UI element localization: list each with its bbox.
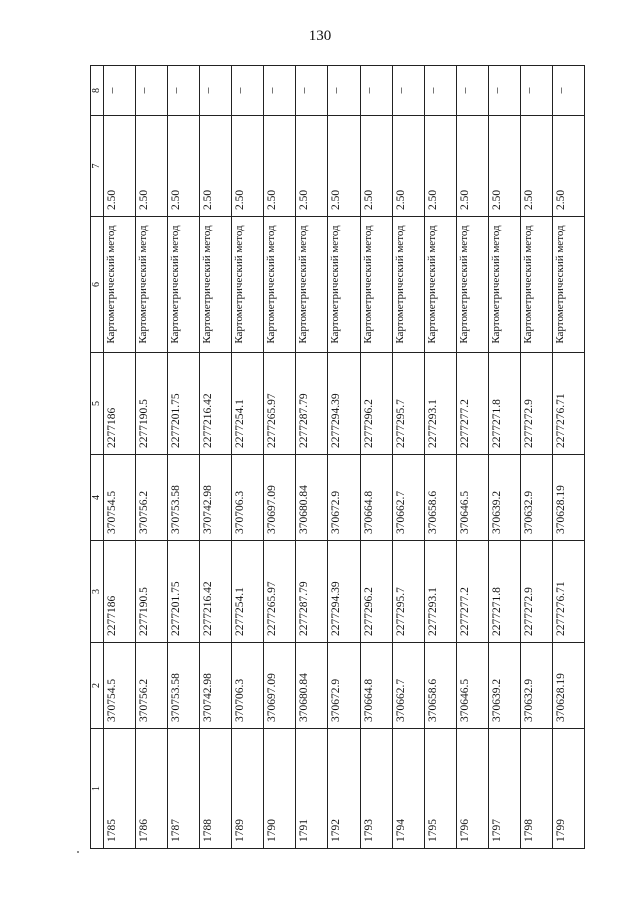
cell-y-coordinate: 2277190.5: [136, 541, 168, 643]
table-row: [392, 66, 424, 849]
cell-y-coordinate: 2277186: [104, 541, 136, 643]
cell-accuracy: 2.50: [392, 116, 424, 217]
cell-note: –: [168, 66, 200, 116]
header-row: [91, 66, 104, 849]
cell-method: Картометрический метод: [392, 217, 424, 353]
cell-x-coordinate: 370697.09: [264, 643, 296, 729]
scan-speck: [77, 851, 79, 853]
cell-point-number: 1788: [200, 729, 232, 849]
cell-note: –: [552, 66, 584, 116]
table-row: [296, 66, 328, 849]
cell-accuracy: 2.50: [168, 116, 200, 217]
cell-y-coordinate-new: 2277216.42: [200, 353, 232, 455]
cell-y-coordinate: 2277271.8: [488, 541, 520, 643]
cell-point-number: 1794: [392, 729, 424, 849]
table-row: [520, 66, 552, 849]
cell-accuracy: 2.50: [360, 116, 392, 217]
cell-y-coordinate-new: 2277276.71: [552, 353, 584, 455]
cell-method: Картометрический метод: [264, 217, 296, 353]
cell-method: Картометрический метод: [424, 217, 456, 353]
cell-note: –: [104, 66, 136, 116]
cell-x-coordinate: 370662.7: [392, 643, 424, 729]
table-row: [488, 66, 520, 849]
cell-y-coordinate-new: 2277271.8: [488, 353, 520, 455]
cell-x-coordinate-new: 370680.84: [296, 455, 328, 541]
cell-note: –: [488, 66, 520, 116]
cell-y-coordinate: 2277296.2: [360, 541, 392, 643]
cell-x-coordinate: 370706.3: [232, 643, 264, 729]
cell-note: –: [264, 66, 296, 116]
cell-y-coordinate-new: 2277296.2: [360, 353, 392, 455]
table-row: [104, 66, 136, 849]
cell-note: –: [360, 66, 392, 116]
cell-x-coordinate-new: 370628.19: [552, 455, 584, 541]
cell-accuracy: 2.50: [488, 116, 520, 217]
column-header-6: 6: [91, 217, 104, 353]
cell-y-coordinate-new: 2277293.1: [424, 353, 456, 455]
cell-method: Картометрический метод: [296, 217, 328, 353]
cell-point-number: 1785: [104, 729, 136, 849]
cell-point-number: 1799: [552, 729, 584, 849]
table-row: [136, 66, 168, 849]
cell-x-coordinate-new: 370697.09: [264, 455, 296, 541]
cell-method: Картометрический метод: [200, 217, 232, 353]
column-header-7: 7: [91, 116, 104, 217]
cell-x-coordinate-new: 370632.9: [520, 455, 552, 541]
table-body: [104, 66, 585, 849]
column-header-5: 5: [91, 353, 104, 455]
cell-x-coordinate-new: 370664.8: [360, 455, 392, 541]
cell-x-coordinate-new: 370662.7: [392, 455, 424, 541]
cell-note: –: [520, 66, 552, 116]
cell-x-coordinate: 370753.58: [168, 643, 200, 729]
cell-method: Картометрический метод: [104, 217, 136, 353]
rotated-table-container: [90, 66, 585, 849]
cell-y-coordinate-new: 2277201.75: [168, 353, 200, 455]
cell-x-coordinate: 370680.84: [296, 643, 328, 729]
cell-y-coordinate-new: 2277277.2: [456, 353, 488, 455]
coordinates-table: [90, 65, 585, 849]
cell-note: –: [424, 66, 456, 116]
table-row: [360, 66, 392, 849]
cell-x-coordinate-new: 370742.98: [200, 455, 232, 541]
cell-x-coordinate: 370658.6: [424, 643, 456, 729]
cell-y-coordinate-new: 2277294.39: [328, 353, 360, 455]
cell-y-coordinate-new: 2277190.5: [136, 353, 168, 455]
cell-x-coordinate-new: 370658.6: [424, 455, 456, 541]
table-row: [552, 66, 584, 849]
cell-x-coordinate: 370672.9: [328, 643, 360, 729]
cell-y-coordinate-new: 2277265.97: [264, 353, 296, 455]
column-header-1: 1: [91, 729, 104, 849]
cell-method: Картометрический метод: [328, 217, 360, 353]
cell-accuracy: 2.50: [104, 116, 136, 217]
cell-x-coordinate-new: 370639.2: [488, 455, 520, 541]
cell-accuracy: 2.50: [424, 116, 456, 217]
column-header-8: 8: [91, 66, 104, 116]
cell-y-coordinate: 2277277.2: [456, 541, 488, 643]
cell-y-coordinate-new: 2277272.9: [520, 353, 552, 455]
cell-y-coordinate: 2277272.9: [520, 541, 552, 643]
cell-y-coordinate: 2277276.71: [552, 541, 584, 643]
cell-accuracy: 2.50: [136, 116, 168, 217]
cell-x-coordinate: 370628.19: [552, 643, 584, 729]
cell-method: Картометрический метод: [552, 217, 584, 353]
cell-note: –: [136, 66, 168, 116]
table-row: [424, 66, 456, 849]
column-header-4: 4: [91, 455, 104, 541]
cell-point-number: 1790: [264, 729, 296, 849]
cell-y-coordinate: 2277254.1: [232, 541, 264, 643]
cell-point-number: 1786: [136, 729, 168, 849]
cell-method: Картометрический метод: [520, 217, 552, 353]
page-number: 130: [308, 28, 332, 44]
cell-y-coordinate: 2277201.75: [168, 541, 200, 643]
cell-method: Картометрический метод: [232, 217, 264, 353]
cell-note: –: [456, 66, 488, 116]
cell-point-number: 1798: [520, 729, 552, 849]
cell-method: Картометрический метод: [456, 217, 488, 353]
cell-accuracy: 2.50: [264, 116, 296, 217]
cell-y-coordinate: 2277265.97: [264, 541, 296, 643]
cell-point-number: 1791: [296, 729, 328, 849]
table-row: [456, 66, 488, 849]
cell-accuracy: 2.50: [200, 116, 232, 217]
cell-x-coordinate-new: 370754.5: [104, 455, 136, 541]
cell-accuracy: 2.50: [520, 116, 552, 217]
cell-y-coordinate: 2277293.1: [424, 541, 456, 643]
cell-point-number: 1793: [360, 729, 392, 849]
cell-accuracy: 2.50: [296, 116, 328, 217]
cell-note: –: [232, 66, 264, 116]
cell-x-coordinate-new: 370646.5: [456, 455, 488, 541]
table-row: [264, 66, 296, 849]
column-header-2: 2: [91, 643, 104, 729]
cell-y-coordinate-new: 2277254.1: [232, 353, 264, 455]
cell-accuracy: 2.50: [232, 116, 264, 217]
cell-x-coordinate: 370664.8: [360, 643, 392, 729]
cell-point-number: 1796: [456, 729, 488, 849]
cell-method: Картометрический метод: [136, 217, 168, 353]
table-row: [168, 66, 200, 849]
cell-y-coordinate-new: 2277295.7: [392, 353, 424, 455]
cell-note: –: [200, 66, 232, 116]
rotated-table-frame: [90, 66, 585, 849]
column-header-3: 3: [91, 541, 104, 643]
cell-method: Картометрический метод: [488, 217, 520, 353]
cell-y-coordinate: 2277287.79: [296, 541, 328, 643]
cell-note: –: [328, 66, 360, 116]
cell-point-number: 1789: [232, 729, 264, 849]
cell-x-coordinate: 370632.9: [520, 643, 552, 729]
cell-accuracy: 2.50: [552, 116, 584, 217]
cell-y-coordinate: 2277216.42: [200, 541, 232, 643]
cell-note: –: [392, 66, 424, 116]
cell-x-coordinate: 370756.2: [136, 643, 168, 729]
cell-y-coordinate: 2277294.39: [328, 541, 360, 643]
cell-x-coordinate: 370646.5: [456, 643, 488, 729]
cell-x-coordinate-new: 370753.58: [168, 455, 200, 541]
cell-point-number: 1795: [424, 729, 456, 849]
cell-x-coordinate-new: 370706.3: [232, 455, 264, 541]
cell-point-number: 1792: [328, 729, 360, 849]
table-row: [328, 66, 360, 849]
cell-y-coordinate-new: 2277287.79: [296, 353, 328, 455]
cell-method: Картометрический метод: [360, 217, 392, 353]
cell-y-coordinate-new: 2277186: [104, 353, 136, 455]
cell-accuracy: 2.50: [456, 116, 488, 217]
cell-accuracy: 2.50: [328, 116, 360, 217]
cell-method: Картометрический метод: [168, 217, 200, 353]
cell-x-coordinate: 370742.98: [200, 643, 232, 729]
cell-x-coordinate: 370754.5: [104, 643, 136, 729]
cell-x-coordinate-new: 370672.9: [328, 455, 360, 541]
cell-x-coordinate: 370639.2: [488, 643, 520, 729]
cell-y-coordinate: 2277295.7: [392, 541, 424, 643]
table-row: [200, 66, 232, 849]
cell-point-number: 1787: [168, 729, 200, 849]
cell-point-number: 1797: [488, 729, 520, 849]
table-row: [232, 66, 264, 849]
cell-x-coordinate-new: 370756.2: [136, 455, 168, 541]
cell-note: –: [296, 66, 328, 116]
